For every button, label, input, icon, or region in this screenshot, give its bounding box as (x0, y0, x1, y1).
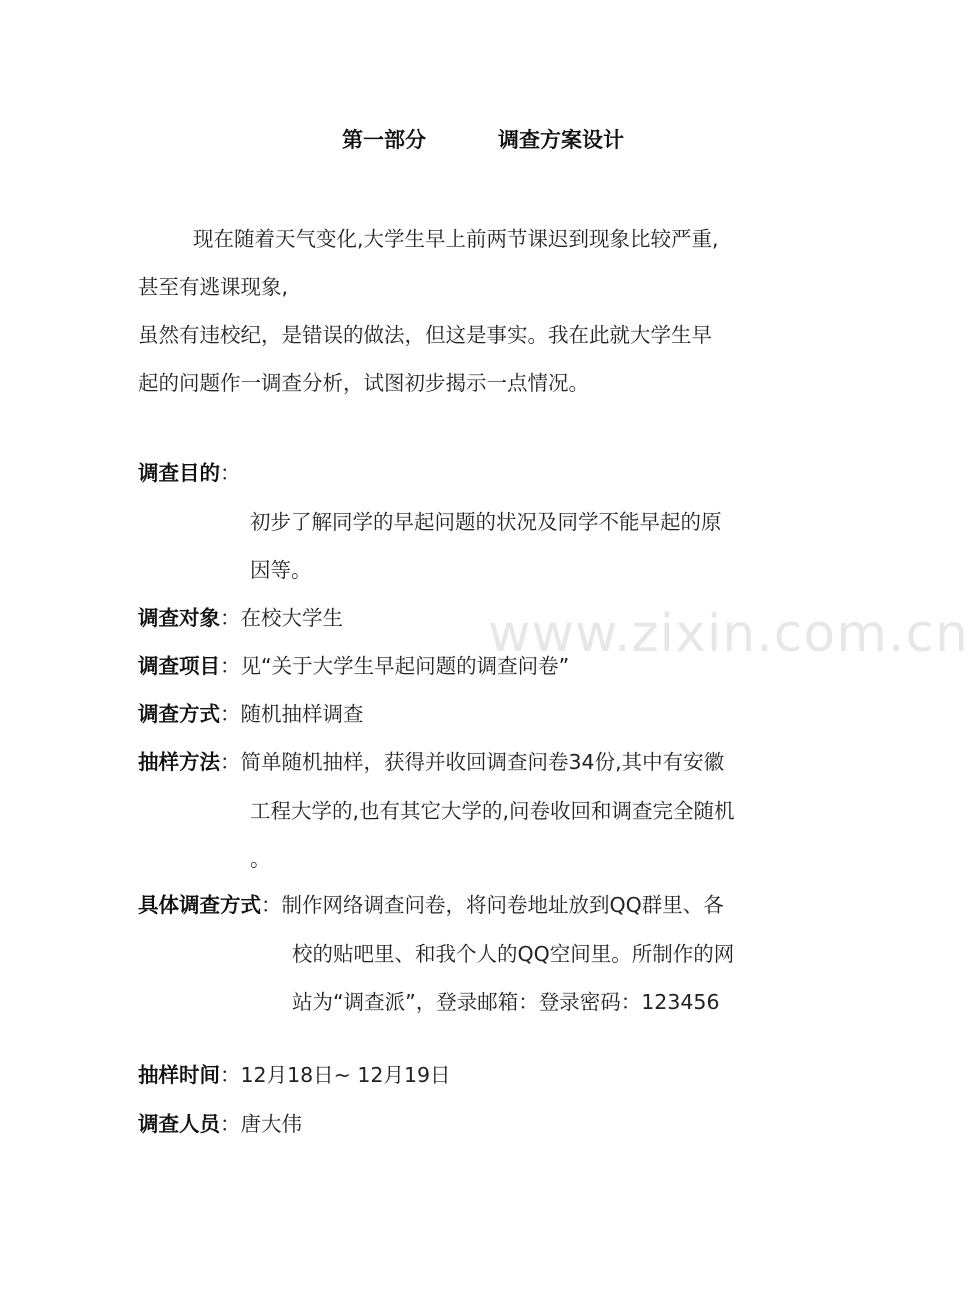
sampling-row (138, 745, 724, 775)
project-value: 见“关于大学生早起问题的调查问卷” (240, 654, 570, 678)
intro-line-4: 起的问题作一调查分析，试图初步揭示一点情况。 (138, 371, 589, 395)
detail-method-label: 具体调查方式 (138, 893, 261, 917)
time-row (138, 1058, 451, 1088)
method-row (138, 697, 364, 727)
sampling-label: 抽样方法 (138, 750, 220, 774)
sampling-line-2: 工程大学的,也有其它大学的,问卷收回和调查完全随机 (250, 799, 735, 823)
target-label: 调查对象 (138, 606, 220, 630)
sampling-line-1: 简单随机抽样，获得并收回调查问卷34份,其中有安徽 (240, 750, 725, 774)
project-sep: ： (220, 654, 241, 678)
intro-line-3: 虽然有违校纪，是错误的做法，但这是事实。我在此就大学生早 (138, 323, 712, 347)
time-label: 抽样时间 (138, 1063, 220, 1087)
time-sep: ： (220, 1063, 241, 1087)
sampling-sep: ： (220, 750, 241, 774)
staff-value: 唐大伟 (240, 1112, 302, 1136)
detail-method-row (138, 888, 724, 918)
detail-method-line-2: 校的贴吧里、和我个人的QQ空间里。所制作的网 (292, 942, 735, 966)
purpose-label: 调查目的 (138, 461, 220, 485)
detail-method-sep: ： (261, 893, 282, 917)
purpose-line-2: 因等。 (250, 558, 312, 582)
method-label: 调查方式 (138, 702, 220, 726)
method-value: 随机抽样调查 (240, 702, 364, 726)
staff-sep: ： (220, 1112, 241, 1136)
target-value: 在校大学生 (240, 606, 343, 630)
target-row (138, 601, 343, 631)
purpose-heading (138, 456, 241, 486)
detail-method-line-1: 制作网络调查问卷，将问卷地址放到QQ群里、各 (281, 893, 724, 917)
detail-method-line-3: 站为“调查派”，登录邮箱：登录密码：123456 (292, 990, 720, 1014)
target-sep: ： (220, 606, 241, 630)
intro-line-2: 甚至有逃课现象, (138, 275, 289, 299)
time-value: 12月18日~ 12月19日 (240, 1063, 451, 1087)
project-label: 调查项目 (138, 654, 220, 678)
intro-line-1: 现在随着天气变化,大学生早上前两节课迟到现象比较严重, (193, 227, 719, 251)
method-sep: ： (220, 702, 241, 726)
title-name: 调查方案设计 (498, 128, 624, 152)
watermark: www.zixin.com.cn (488, 604, 969, 664)
staff-label: 调查人员 (138, 1112, 220, 1136)
staff-row (138, 1107, 302, 1137)
purpose-sep: ： (220, 461, 241, 485)
title-part: 第一部分 (342, 128, 426, 152)
purpose-line-1: 初步了解同学的早起问题的状况及同学不能早起的原 (250, 510, 722, 534)
sampling-line-3: 。 (250, 847, 271, 871)
